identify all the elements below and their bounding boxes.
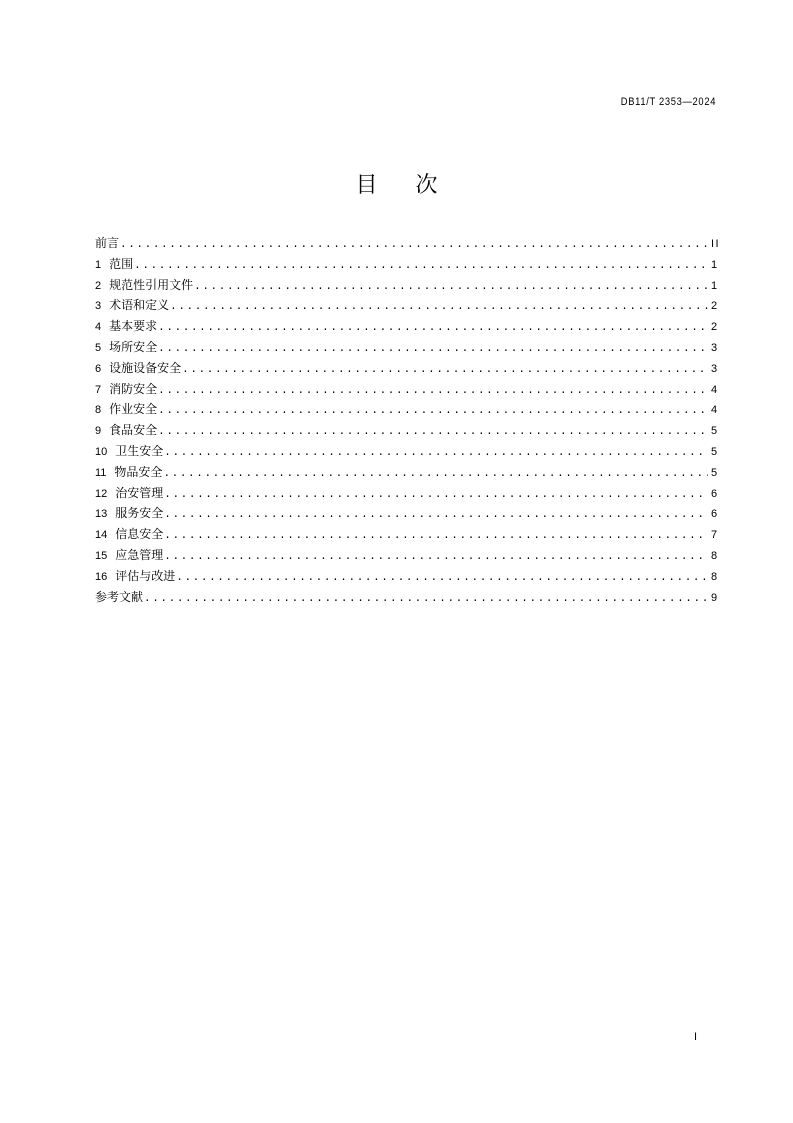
toc-entry-page: 5 — [711, 425, 719, 438]
toc-entry-number: 3 — [95, 300, 102, 313]
toc-entry-number: 13 — [95, 508, 108, 521]
toc-entry[interactable] — [95, 233, 721, 254]
toc-dot-leader — [164, 485, 708, 506]
toc-entry-title: 基本要求 — [109, 319, 158, 334]
toc-dot-leader — [164, 443, 708, 464]
table-of-contents — [95, 233, 721, 607]
toc-entry-title: 范围 — [109, 256, 134, 271]
toc-entry-number: 9 — [95, 425, 102, 438]
toc-dot-leader — [158, 318, 708, 339]
toc-entry-number: 12 — [95, 487, 108, 500]
toc-dot-leader — [176, 568, 708, 589]
toc-entry-title: 消防安全 — [109, 381, 158, 396]
toc-dot-leader — [164, 526, 708, 547]
toc-dot-leader — [144, 589, 708, 610]
toc-dot-leader — [164, 547, 708, 568]
toc-entry[interactable] — [95, 337, 718, 358]
toc-dot-leader — [158, 381, 708, 402]
toc-dot-leader — [120, 235, 708, 256]
toc-entry[interactable] — [95, 295, 718, 316]
toc-entry-number: 15 — [95, 549, 108, 562]
toc-entry[interactable] — [95, 524, 718, 545]
toc-entry-number: 16 — [95, 570, 108, 583]
toc-entry-title: 食品安全 — [109, 423, 158, 438]
toc-entry-page: 1 — [711, 258, 719, 271]
toc-entry-title: 作业安全 — [109, 402, 158, 417]
toc-entry-page: 3 — [711, 341, 719, 354]
toc-entry-page: 5 — [711, 445, 719, 458]
toc-entry-page: 8 — [711, 570, 719, 583]
toc-entry-page: 2 — [711, 300, 719, 313]
toc-entry-title: 服务安全 — [115, 506, 164, 521]
toc-entry-page: 1 — [711, 279, 719, 292]
toc-dot-leader — [170, 297, 708, 318]
toc-entry[interactable] — [95, 483, 718, 504]
toc-entry-title: 前言 — [95, 236, 120, 250]
toc-dot-leader — [182, 360, 708, 381]
toc-entry-page: 4 — [711, 383, 719, 396]
toc-entry-page: 2 — [711, 321, 719, 334]
toc-entry-title: 场所安全 — [109, 339, 158, 354]
toc-entry-page: 6 — [711, 487, 719, 500]
toc-entry-title: 治安管理 — [115, 485, 164, 500]
toc-entry-title: 评估与改进 — [115, 568, 176, 583]
toc-entry-number: 7 — [95, 383, 102, 396]
toc-entry-number: 1 — [95, 258, 102, 271]
toc-entry-title: 设施设备安全 — [109, 360, 182, 375]
toc-entry-title: 规范性引用文件 — [109, 277, 194, 292]
toc-entry-title: 参考文献 — [95, 589, 144, 604]
toc-dot-leader — [158, 401, 708, 422]
toc-entry[interactable] — [95, 587, 718, 608]
toc-dot-leader — [134, 256, 708, 277]
toc-entry-number: 11 — [95, 466, 107, 479]
toc-entry-page: 3 — [711, 362, 719, 375]
toc-dot-leader — [158, 339, 708, 360]
toc-entry-page: 5 — [711, 466, 719, 479]
page-title: 目次 — [355, 173, 476, 198]
toc-dot-leader — [164, 505, 708, 526]
toc-entry[interactable] — [95, 254, 718, 275]
toc-entry-title: 卫生安全 — [115, 443, 164, 458]
toc-entry[interactable] — [95, 441, 718, 462]
toc-dot-leader — [163, 464, 708, 485]
toc-entry-number: 6 — [95, 362, 102, 375]
toc-entry[interactable] — [95, 566, 718, 587]
document-code: DB11/T 2353—2024 — [620, 96, 716, 108]
toc-entry[interactable] — [95, 316, 718, 337]
toc-entry-title: 术语和定义 — [109, 298, 170, 313]
toc-entry-page: 4 — [711, 404, 719, 417]
toc-entry-number: 5 — [95, 341, 102, 354]
toc-entry[interactable] — [95, 545, 718, 566]
toc-entry[interactable] — [95, 420, 718, 441]
toc-entry-page: 6 — [711, 508, 719, 521]
toc-entry[interactable] — [95, 358, 718, 379]
toc-entry-page: 8 — [711, 549, 719, 562]
toc-entry-number: 2 — [95, 279, 102, 292]
toc-entry[interactable] — [95, 399, 718, 420]
toc-entry-number: 8 — [95, 404, 102, 417]
toc-dot-leader — [158, 422, 708, 443]
toc-entry-page: II — [711, 238, 721, 250]
toc-entry-title: 物品安全 — [114, 464, 163, 479]
toc-entry-number: 4 — [95, 321, 102, 334]
toc-entry[interactable] — [95, 503, 718, 524]
toc-entry-page: 9 — [711, 591, 719, 604]
toc-entry[interactable] — [95, 275, 718, 296]
toc-entry[interactable] — [95, 379, 718, 400]
toc-entry-title: 信息安全 — [115, 527, 164, 542]
page-number: I — [693, 1031, 697, 1043]
toc-entry[interactable] — [95, 462, 718, 483]
toc-entry-number: 14 — [95, 529, 108, 542]
toc-dot-leader — [194, 277, 708, 298]
toc-entry-number: 10 — [95, 445, 108, 458]
toc-entry-title: 应急管理 — [115, 547, 164, 562]
toc-entry-page: 7 — [711, 529, 719, 542]
